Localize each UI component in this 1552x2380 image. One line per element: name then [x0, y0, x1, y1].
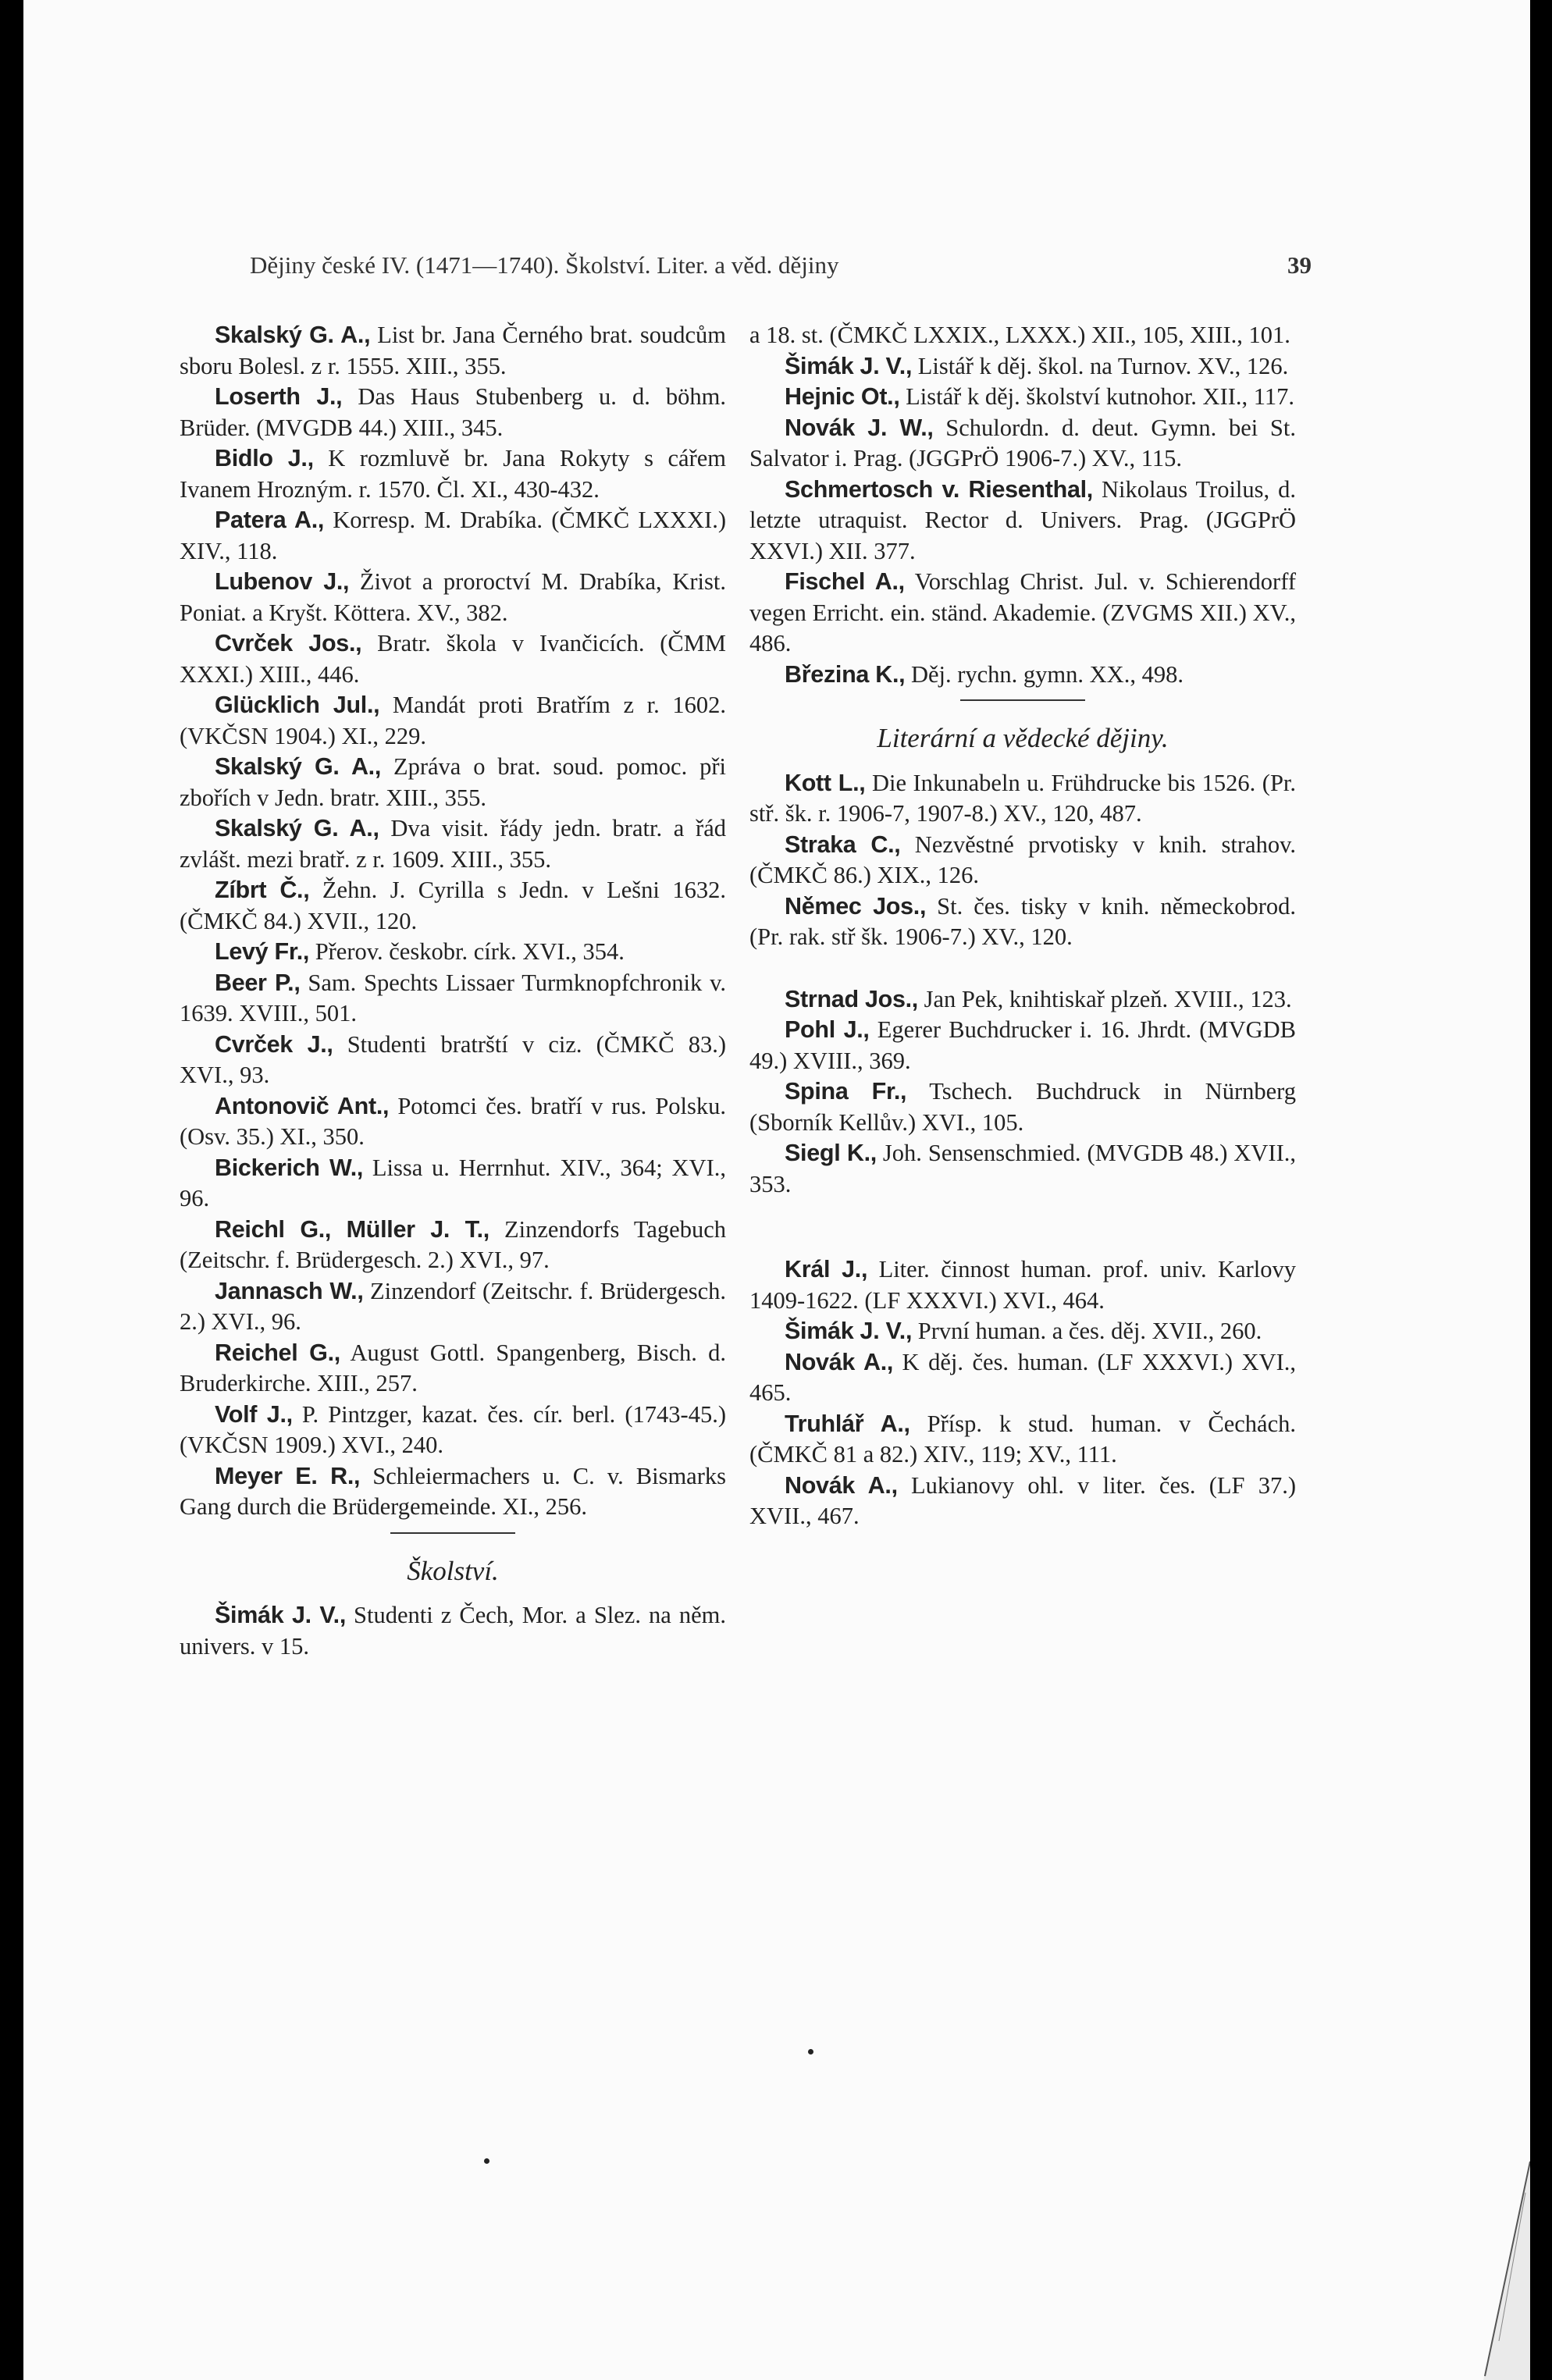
bibliography-entry [749, 1138, 1296, 1200]
entry-author: Cvrček J., [215, 1030, 333, 1058]
bibliography-entry [749, 475, 1296, 567]
bibliography-entry [180, 1091, 726, 1153]
left-entries-skolstvi [180, 1600, 726, 1662]
entry-text: Mandát proti Bratřím z r. 1602. (VKČSN 1904.) XI., 229. [180, 692, 726, 749]
entry-author: Šimák J. V., [785, 352, 913, 379]
entry-author: Antonovič Ant., [215, 1092, 390, 1119]
bibliography-entry [749, 1409, 1296, 1471]
bibliography-entry [749, 1471, 1296, 1532]
entry-author: Skalský G. A., [215, 753, 382, 780]
bibliography-entry [749, 660, 1296, 691]
entry-author: Loserth J., [215, 383, 343, 410]
bibliography-entry [180, 875, 726, 937]
section-heading-skolstvi: Školství. [407, 1555, 499, 1586]
entry-author: Fischel A., [785, 568, 905, 595]
entry-author: Šimák J. V., [785, 1318, 913, 1344]
entry-author: Novák J. W., [785, 414, 934, 441]
bibliography-entry [180, 1338, 726, 1400]
entry-text: Děj. rychn. gymn. XX., 498. [905, 660, 1184, 688]
entry-text: Zpráva o brat. soud. pomoc. při zbořích v Jedn. bratr. XIII., 355. [180, 753, 727, 811]
entry-text: Egerer Buchdrucker i. 16. Jhrdt. (MVGDB 49.) XVIII., 369. [749, 1016, 1296, 1074]
entry-author: Strnad Jos., [785, 985, 918, 1012]
entry-author: Jannasch W., [215, 1277, 364, 1304]
entry-text: Korresp. M. Drabíka. (ČMKČ LXXXI.) XIV., 118. [180, 507, 726, 564]
entry-author: Beer P., [215, 969, 301, 996]
bibliography-entry [749, 768, 1296, 830]
entry-text: Schulordn. d. deut. Gymn. bei St. Salvator i. Prag. (JGGPrÖ 1906-7.) XV., 115. [749, 414, 1296, 471]
stray-mark [808, 2049, 813, 2054]
entry-author: Bickerich W., [215, 1154, 364, 1181]
bibliography-entry [180, 1276, 726, 1338]
header-title: Dějiny české IV. (1471—1740). Školství. Liter. a věd. dějiny [250, 251, 839, 279]
bibliography-entry [749, 830, 1296, 891]
entry-text: Schleiermachers u. C. v. Bismarks Gang durch die Brüdergemeinde. XI., 256. [180, 1462, 726, 1520]
entry-text: Liter. činnost human. prof. univ. Karlovy 1409-1622. (LF XXXVI.) XVI., 464. [749, 1256, 1296, 1314]
entry-text: Nezvěstné prvotisky v knih. strahov. (ČMKČ 86.) XIX., 126. [749, 831, 1296, 888]
bibliography-entry [180, 1461, 726, 1523]
entry-text: List br. Jana Černého brat. soudcům sboru Bolesl. z r. 1555. XIII., 355. [180, 322, 727, 379]
entry-author: Březina K., [785, 660, 906, 688]
entry-text: Vorschlag Christ. Jul. v. Schierendorff vegen Erricht. ein. ständ. Akademie. (ZVGMS XII.) XV., 486. [749, 568, 1296, 656]
entry-author: Bidlo J., [215, 445, 314, 471]
entry-author: Schmertosch v. Riesenthal, [785, 475, 1093, 503]
bibliography-entry [749, 382, 1296, 413]
entry-text: Bratr. škola v Ivančicích. (ČMM XXXI.) XIII., 446. [180, 630, 727, 688]
running-header [250, 251, 1312, 279]
entry-author: Cvrček Jos., [215, 630, 362, 656]
entry-author: Šimák J. V., [215, 1602, 346, 1628]
bibliography-entry [180, 690, 726, 752]
bibliography-entry [180, 1400, 726, 1461]
section-divider [390, 1532, 515, 1534]
entry-author: Novák A., [785, 1348, 894, 1375]
entry-text: Dva visit. řády jedn. bratr. a řád zvlášt. mezi bratř. z r. 1609. XIII., 355. [180, 815, 727, 873]
stray-mark [484, 2158, 489, 2164]
entry-text: Potomci čes. bratří v rus. Polsku. (Osv. 35.) XI., 350. [180, 1092, 726, 1150]
bibliography-entry [180, 628, 726, 690]
bibliography-entry [180, 320, 726, 382]
entry-text: Das Haus Stubenberg u. d. böhm. Brüder. (MVGDB 44.) XIII., 345. [180, 383, 726, 441]
entry-text: Listář k děj. školství kutnohor. XII., 117. [899, 383, 1295, 410]
entry-text: Die Inkunabeln u. Frühdrucke bis 1526. (Pr. stř. šk. r. 1906-7, 1907-8.) XV., 120, 487. [749, 769, 1297, 827]
bibliography-entry [180, 937, 726, 968]
bibliography-entry [180, 443, 726, 505]
entry-text: K děj. čes. human. (LF XXXVI.) XVI., 465. [749, 1348, 1296, 1406]
bibliography-entry [180, 1215, 726, 1276]
bibliography-entry [749, 1254, 1296, 1316]
entry-author: Zíbrt Č., [215, 877, 310, 903]
right-column [749, 320, 1296, 1532]
entry-author: Straka C., [785, 831, 901, 858]
entry-text: Lissa u. Herrnhut. XIV., 364; XVI., 96. [180, 1154, 726, 1211]
entry-group-2 [749, 984, 1296, 1201]
left-column [180, 320, 726, 1662]
bibliography-entry [180, 1030, 726, 1091]
entry-text: Žehn. J. Cyrilla s Jedn. v Lešni 1632. (ČMKČ 84.) XVII., 120. [180, 877, 726, 934]
entry-text: Zinzendorfs Tagebuch (Zeitschr. f. Brüdergesch. 2.) XVI., 97. [180, 1215, 726, 1273]
entry-group-3 [749, 1254, 1296, 1532]
entry-author: Volf J., [215, 1400, 293, 1428]
right-entries [749, 351, 1296, 691]
bibliography-entry [749, 1076, 1296, 1138]
section-heading-literarni: Literární a vědecké dějiny. [877, 723, 1169, 753]
bibliography-entry [180, 567, 726, 628]
left-entries [180, 320, 726, 1523]
entry-author: Skalský G. A., [215, 815, 379, 841]
entry-text: Přerov. českobr. círk. XVI., 354. [309, 938, 625, 965]
bibliography-entry [180, 505, 726, 567]
bibliography-entry [749, 1015, 1296, 1076]
entry-author: Levý Fr., [215, 938, 310, 965]
entry-author: Skalský G. A., [215, 322, 371, 348]
entry-author: Meyer E. R., [215, 1462, 361, 1489]
page-corner-edge [1475, 2161, 1530, 2380]
bibliography-entry [749, 1316, 1296, 1347]
bibliography-entry [749, 1347, 1296, 1409]
bibliography-entry [180, 1600, 726, 1662]
entry-text: Tschech. Buchdruck in Nürnberg (Sborník Kellův.) XVI., 105. [749, 1078, 1297, 1136]
entry-text: Sam. Spechts Lissaer Turmknopfchronik v. 1639. XVIII., 501. [180, 969, 726, 1026]
entry-author: Novák A., [785, 1471, 898, 1499]
entry-text: Listář k děj. škol. na Turnov. XV., 126. [912, 352, 1289, 379]
entry-text: St. čes. tisky v knih. německobrod. (Pr. rak. stř šk. 1906-7.) XV., 120. [749, 892, 1296, 950]
entry-text: Přísp. k stud. human. v Čechách. (ČMKČ 81 a 82.) XIV., 119; XV., 111. [749, 1410, 1296, 1467]
section-divider [960, 699, 1085, 701]
entry-group-1 [749, 768, 1296, 953]
bibliography-entry [180, 968, 726, 1030]
entry-text: První human. a čes. děj. XVII., 260. [912, 1318, 1262, 1344]
bibliography-entry [749, 567, 1296, 660]
bibliography-entry [749, 413, 1296, 475]
entry-author: Hejnic Ot., [785, 383, 900, 410]
entry-text: K rozmluvě br. Jana Rokyty s cářem Ivanem Hrozným. r. 1570. Čl. XI., 430-432. [180, 445, 726, 503]
bibliography-entry [180, 813, 726, 875]
entry-author: Král J., [785, 1256, 868, 1282]
entry-text: Studenti z Čech, Mor. a Slez. na něm. univers. v 15. [180, 1602, 726, 1660]
entry-author: Spina Fr., [785, 1078, 907, 1105]
bibliography-entry [180, 752, 726, 813]
bibliography-entry [749, 891, 1296, 953]
entry-text: Lukianovy ohl. v liter. čes. (LF 37.) XVII., 467. [749, 1471, 1296, 1529]
entry-author: Truhlář A., [785, 1410, 910, 1437]
entry-author: Kott L., [785, 769, 866, 796]
bibliography-entry [180, 1153, 726, 1215]
bibliography-entry [180, 382, 726, 443]
entry-text: P. Pintzger, kazat. čes. cír. berl. (1743-45.) (VKČSN 1909.) XVI., 240. [180, 1400, 726, 1458]
book-page [23, 0, 1530, 2380]
entry-author: Němec Jos., [785, 892, 927, 920]
bibliography-entry [749, 984, 1296, 1016]
entry-text: Studenti bratrští v ciz. (ČMKČ 83.) XVI., 93. [180, 1030, 726, 1088]
entry-text: Zinzendorf (Zeitschr. f. Brüdergesch. 2.) XVI., 96. [180, 1277, 727, 1335]
entry-text: Jan Pek, knihtiskař plzeň. XVIII., 123. [917, 985, 1292, 1012]
entry-text: Joh. Sensenschmied. (MVGDB 48.) XVII., 353. [749, 1140, 1296, 1197]
entry-author: Glücklich Jul., [215, 692, 380, 718]
entry-text: August Gottl. Spangenberg, Bisch. d. Bruderkirche. XIII., 257. [180, 1339, 726, 1396]
entry-author: Siegl K., [785, 1140, 877, 1166]
entry-author: Reichl G., Müller J. T., [215, 1215, 489, 1243]
page-number: 39 [1287, 251, 1312, 279]
continuation-text: a 18. st. (ČMKČ LXXIX., LXXX.) XII., 105, XIII., 101. [749, 322, 1290, 348]
bibliography-entry [749, 351, 1296, 382]
entry-text: Nikolaus Troilus, d. letzte utraquist. Rector d. Univers. Prag. (JGGPrÖ XXVI.) XII. 377. [749, 475, 1296, 564]
entry-text: Život a proroctví M. Drabíka, Krist. Poniat. a Kryšt. Köttera. XV., 382. [180, 568, 726, 626]
entry-author: Patera A., [215, 507, 325, 533]
entry-author: Pohl J., [785, 1016, 870, 1043]
entry-author: Lubenov J., [215, 568, 350, 595]
entry-author: Reichel G., [215, 1339, 340, 1366]
